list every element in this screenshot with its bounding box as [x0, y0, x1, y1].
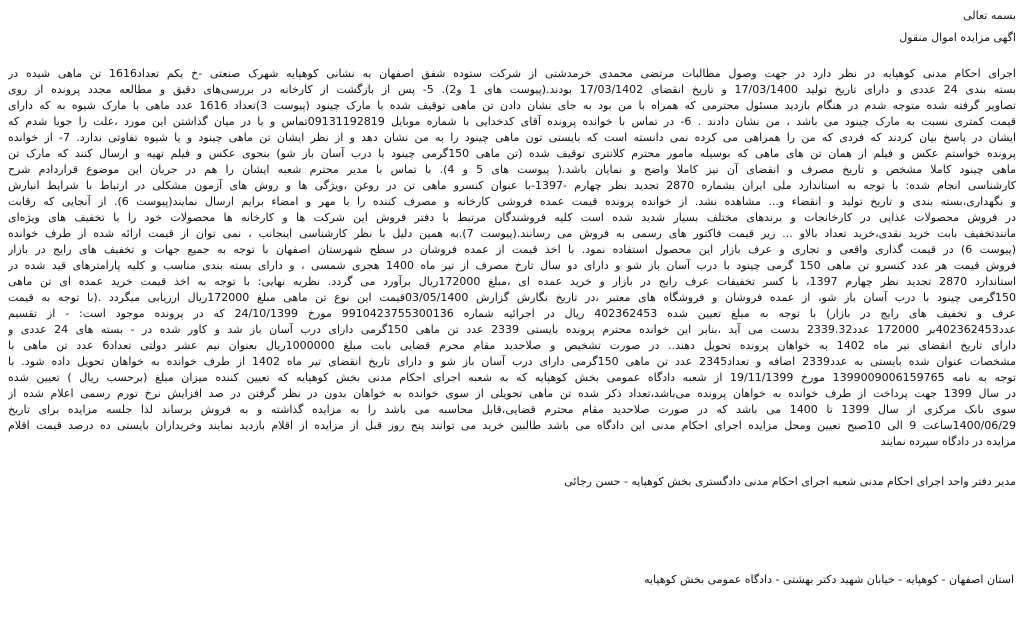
body-line: قیمت کمتری نسبت به مارک چینود می باشد ، من نشان دادند . 6- در تماس با خوانده پرونده آقای کدخدایی با شماره موبایل 09131192819تماس و با در میان گذاشتن این مورد ،علت را جویا شدم که	[8, 115, 1016, 128]
body-line: 150گرمی چینود با درب آسان باز شو، از عمده فروشان و فروشگاه های معتبر ،در تاریخ نگارش گزارش 03/05/1400قیمت این نوع تن ماهی مبلغ 172000ریال ارزیابی میگردد .(با توجه به قیمت	[8, 291, 1016, 304]
body-line: اجرای احکام مدنی کوهپایه در نظر دارد در جهت وصول مطالبات مرتضی محمدی خرمدشتی از شرکت ستوده شفق اصفهان به نشانی کوهپایه شهرک صنعتی -خ یکم تعداد1616 تن ماهی شیده در	[8, 67, 1016, 80]
notice-body	[8, 66, 1016, 450]
body-line: ماهی چینود کاملا مشخص و تاریخ مصرف و انقضای آن نیز کاملا واضح و نمایان باشد.( پیوست های 5 و 4). با تماس با مدیر محترم شعبه ایشان را هم در جریان این موضوع قراردادم شرح	[8, 163, 1016, 176]
body-line: سوی بانک مرکزی از سال 1399 تا 1400 می باشد که در صورت صلاحدید مقام محترم قضایی،قابل محاسبه می باشد را به مزایده گذاشته و به فروش برساند لذا جلسه مزایده برای تاریخ	[8, 403, 1016, 416]
body-line: پرونده خواستم عکس و فیلم از همان تن های ماهی که بوسیله مامور محترم کلانتری توقیف شده (تن ماهی 150گرمی چینود با درب آسان باز شو) بنحوی عکس و فیلم تهیه و ارسال کنند که مارک تن	[8, 147, 1016, 160]
body-line: و نگهداری،بسته بندی و تاریخ تولید و انقضاء و... مشاهده نشد. از خوانده پرونده قیمت عمده فروشی کارخانه و مصرف کننده را با مهر و امضاء برایم ارسال نمایند(پیوست 6). از آنجایی که رقابت	[8, 195, 1016, 208]
court-address: استان اصفهان - کوهپایه - خیابان شهید دکتر بهشتی - دادگاه عمومی بخش کوهپایه	[644, 573, 1014, 586]
body-line: استاندارد 2870 تجدید نظر چهارم 1397، با کسر تخفیفات عرف رایج در بازار و خرید عمده ای ،مبلغ 172000ریال برآورد می گردد. نظریه نهایی: با توجه به اخذ قیمت خرید عمده ای تن ماهی	[8, 275, 1016, 288]
body-line: کارشناسی انجام شده: با توجه به استاندارد ملی ایران بشماره 2870 تجدید نظر چهارم -1397-با عنوان کنسرو ماهی تن در روغن ،ویژگی ها و روش های آزمون مشکلی در ارتباط با شرایط انبارش	[8, 179, 1016, 192]
body-line: توجه به نامه 1399009006159765 مورخ 19/11/1399 از شعبه دادگاه عمومی بخش کوهپایه که به شعبه اجرای احکام مدنی بخش کوهپایه که تعیین کننده میزان مبلغ (برحسب ریال ) تعیین شده	[8, 371, 1016, 384]
body-line: بسته بندی 24 عددی و دارای تاریخ تولید 17/03/1400 و تاریخ انقضای 17/03/1402 بودند.(پیوست های 1 و2). 5- پس از بازگشت از کارخانه در بررسی‌های دقیق و مطالعه مجدد پرونده از روی	[8, 83, 1016, 96]
body-line: عرف و تخفیف های رایج در بازار) با توجه به مبلغ تعیین شده 402362453 ریال در اجرائیه شماره 9910423755300136 مورخ 24/10/1399 که در پرونده موجود است: - از تقسیم	[8, 307, 1016, 320]
body-line: مزایده در دادگاه سپرده نمایند	[880, 435, 1016, 448]
notice-title: اگهی مزایده اموال منقول	[899, 31, 1016, 44]
body-line: تصاویر گرفته شده متوجه شدم در هنگام بازدید مسئول محترمی که همراه با من بود به جای نشان دادن تن ماهی توقیف شده با مارک چینود (پیوست 3)تعداد 1616 عدد ماهی با مارک شیوه به که دارای	[8, 99, 1016, 112]
body-line: فروش قیمت هر عدد کنسرو تن ماهی 150 گرمی چینود با درب آسان باز شو و دارای دو سال تارخ مصرف از تیر ماه 1400 هجری شمسی ، و دارای بسته بندی مناسب و کلیه پارامترهای قید شده در	[8, 259, 1016, 272]
basmala: بسمه تعالی	[963, 9, 1016, 22]
body-line: عدد402362453بر 172000 عدد2339.32 بدست می آید ،بنابر این خوانده محترم پرونده بایستی 2339 عدد تن ماهی 150گرمی دارای درب آسان باز شد و کاور شده در - بسته های 24 عددی و	[8, 323, 1016, 336]
body-line: مانندتخفیف بابت خرید نقدی،خرید تعداد بالاو ... زیر قیمت فاکتور های رسمی به فروش می رسانند.(پیوست 7).به همین دلیل با نظر کارشناسی اینجانب ، نمی توان از قیمت ارائه شده از طرف خوانده	[8, 227, 1016, 240]
body-line: مشخصات عنوان شده بایستی به عدد2339 اضافه و تعداد2345 عدد تن ماهی 150گرمی دارای درب آسان باز شو و دارای تاریخ انقضای تیر ماه 1402 از طرف خوانده به خواهان تحویل داده شود. با	[8, 355, 1016, 368]
body-line: (پیوست 6) در قیمت گذاری واقعی و تجاری و عرف بازار این محصول استفاده نمود. با اخذ قیمت از عمده فروشان در سطح شهرستان اصفهان با توجه به جمیع جهات و تخفیف های رایج در بازار	[8, 243, 1016, 256]
manager-signature-line: مدیر دفتر واحد اجرای احکام مدنی شعبه اجرای احکام مدنی دادگستری بخش کوهپایه - حسن رجائی	[564, 475, 1016, 488]
body-line: ایشان در پاسخ بیان کردند که فردی که من را همراهی می کرده نمی دانسته است که بایستی تون ماهی چینود را به من نشان دهد و از نظر ایشان تن ماهی چینود و یا شیوه تفاوتی ندارد. 7- از خوانده	[8, 131, 1016, 144]
body-line: دارای تاریخ انقضای تیر ماه 1402 به خواهان پرونده تحویل دهند.. در صورت تشخیص و صلاحدید مقام محرم قضایی بابت مبلغ 1000000ریال بعنوان نیم عشر دولتی تعداد6 عدد تن ماهی با	[8, 339, 1016, 352]
body-line: در سال 1399 جهت پرداخت از طرف خوانده به خواهان پرونده می‌باشد،تعداد ذکر شده تن ماهی تحویلی از سوی خوانده به خواهان بدون در نظر گرفتن در صد افزایش نرخ تورم رسمی اعلام شده از	[8, 387, 1016, 400]
body-line: 1400/06/29ساعت 9 الی 10صبح تعیین ومحل مزایده اجرای احکام مدنی این دادگاه می باشد طالبین خرید می توانند پنج روز قبل از مزایده از اقلام بازدید نمایند وخریداران بایستی ده درصد قیمت اقلام	[8, 419, 1016, 432]
body-line: در فروش محصولات غذایی در کارخانجات و برندهای مختلف بسیار شدید شده است کلیه فروشندگان مرتبط با دفتر فروش این شرکت ها و کارخانه ها محصولات خود را با تخفیف های ویژه‌ای	[8, 211, 1016, 224]
